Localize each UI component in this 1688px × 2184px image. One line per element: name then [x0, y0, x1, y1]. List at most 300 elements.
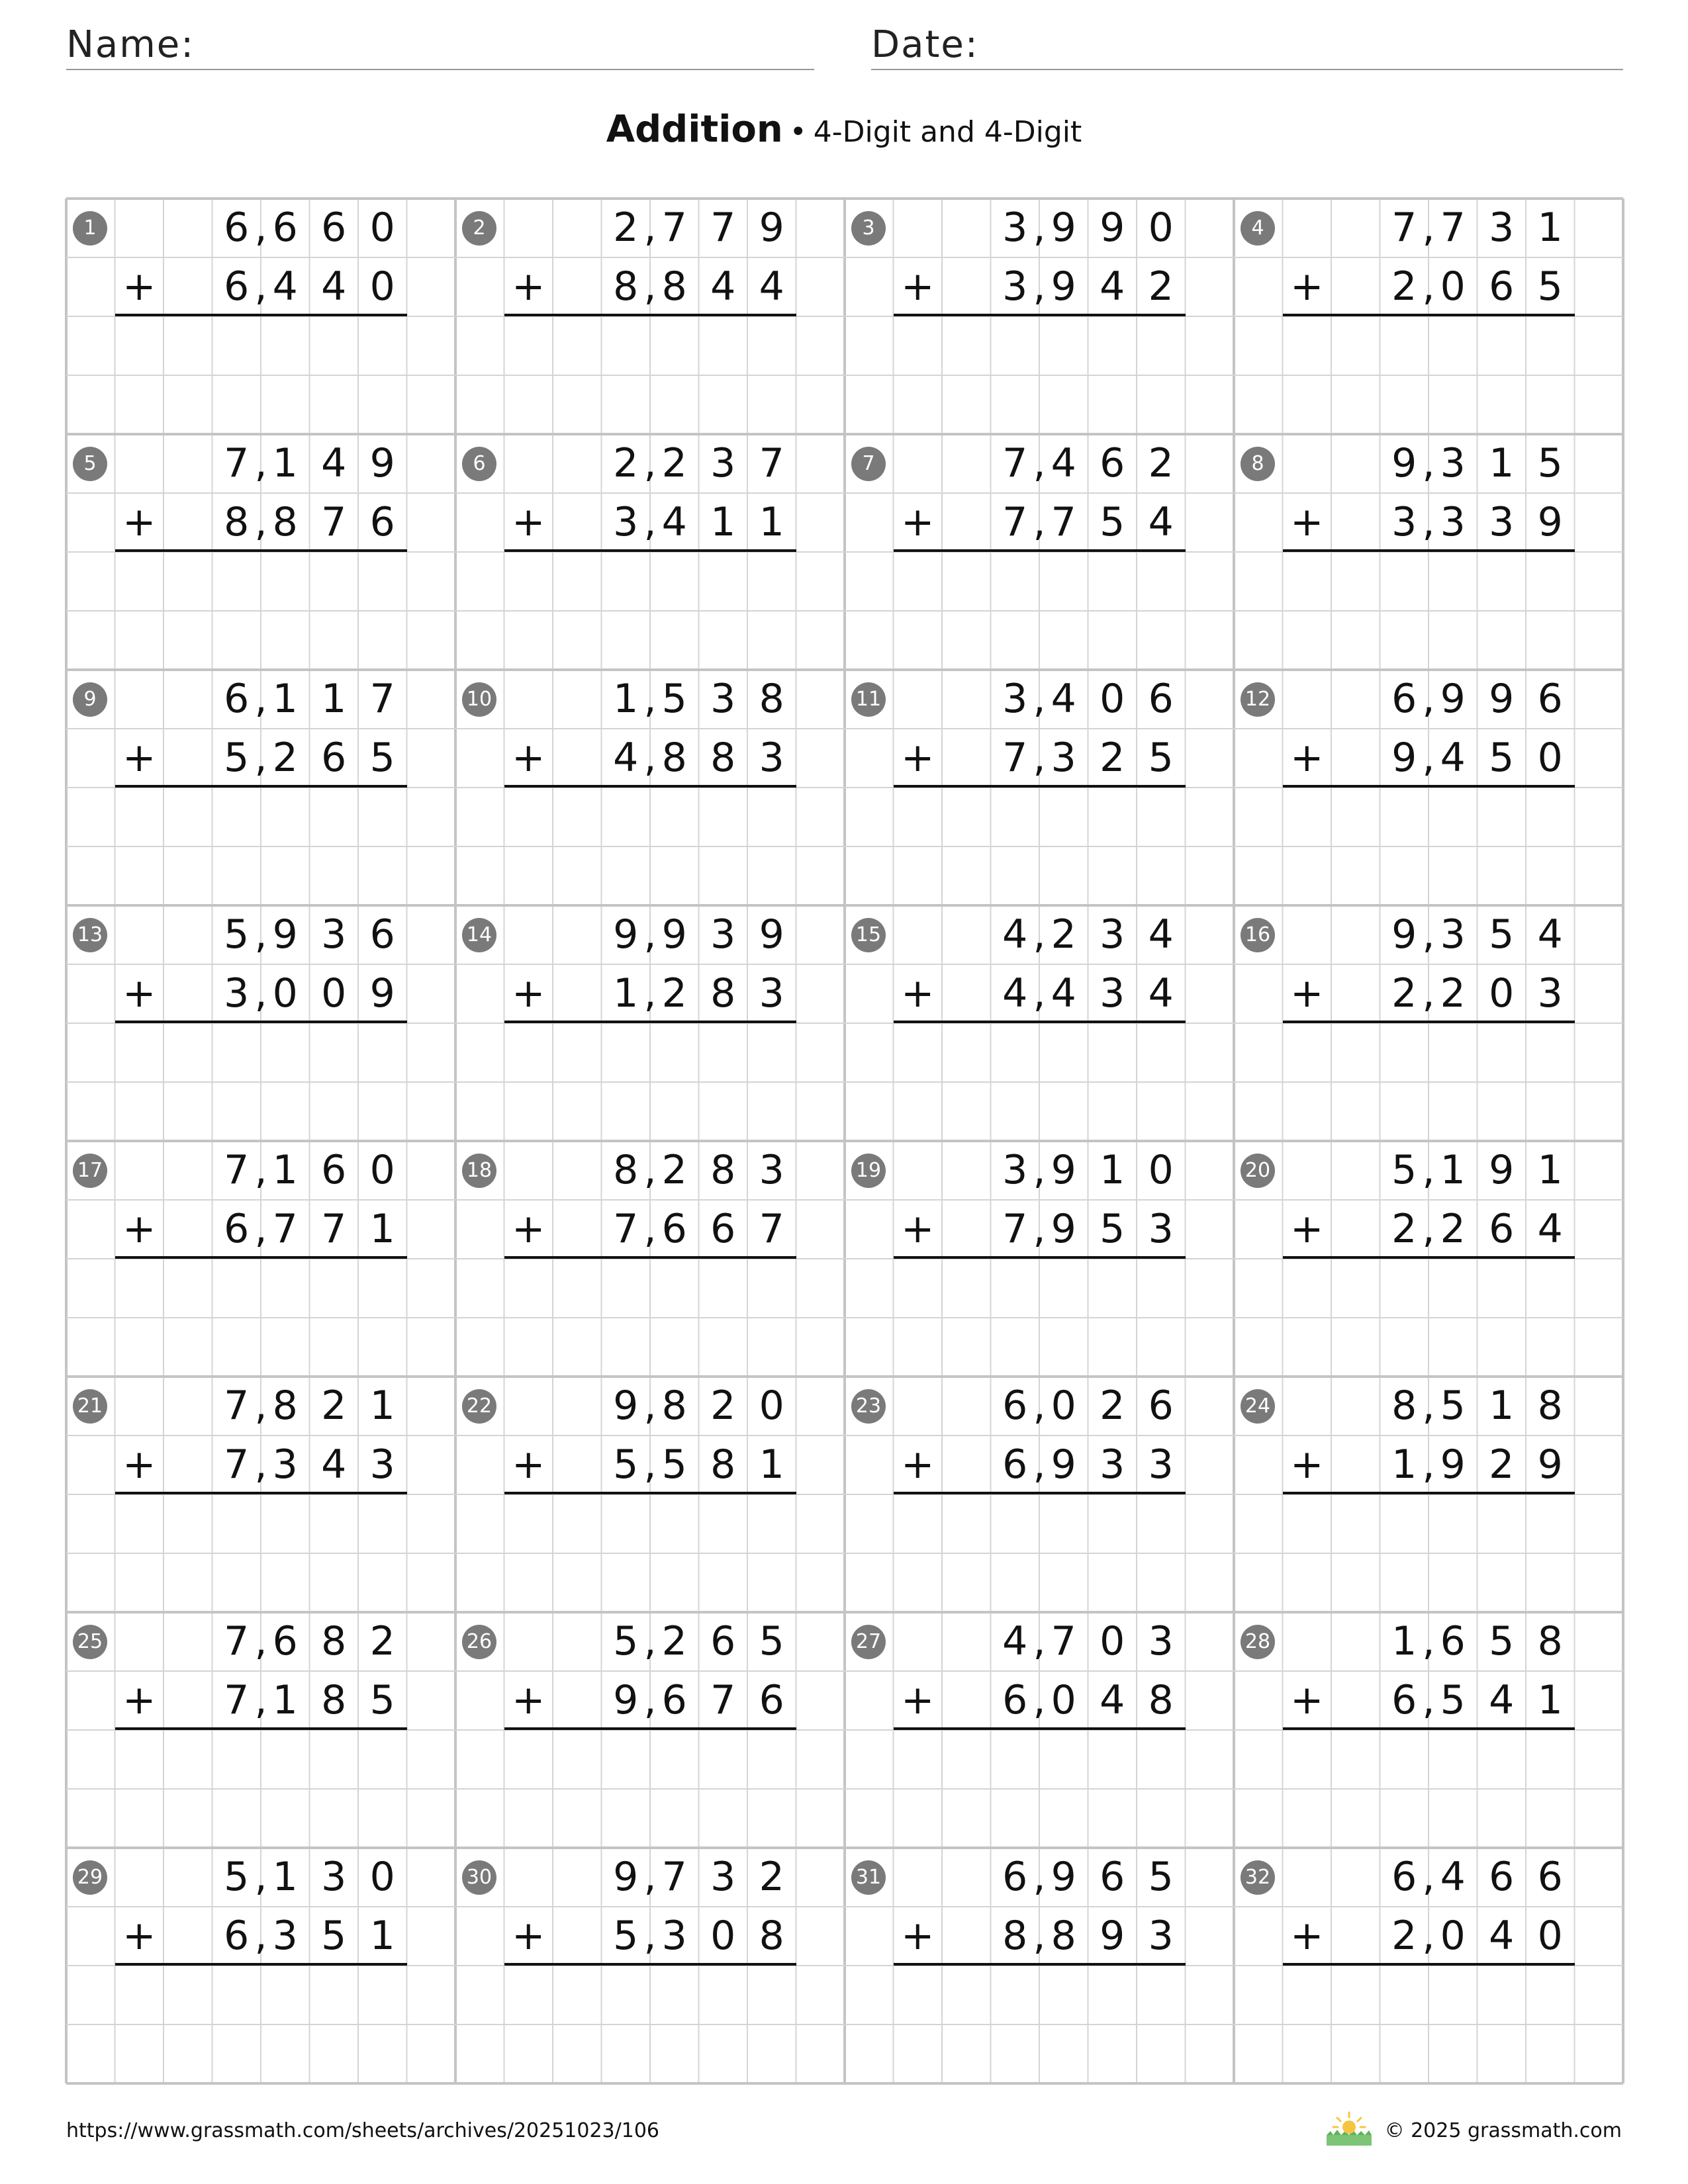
- addition-problem[interactable]: [455, 434, 845, 670]
- top-addend: [1234, 1848, 1623, 1907]
- addition-problem[interactable]: [66, 905, 455, 1141]
- digit: 3: [1100, 911, 1125, 958]
- top-addend: [66, 1377, 455, 1435]
- digit: 6: [710, 1206, 736, 1252]
- sun-over-grass-icon: [1325, 2110, 1373, 2147]
- sum-line: [115, 785, 407, 788]
- comma: ,: [1422, 1206, 1435, 1252]
- comma: ,: [1033, 1854, 1046, 1900]
- top-addend: [66, 1141, 455, 1200]
- digit: 7: [369, 676, 395, 722]
- plus-sign: +: [1290, 1677, 1324, 1723]
- digit: 4: [1148, 970, 1174, 1017]
- top-addend: [455, 199, 845, 257]
- digit: 7: [661, 1854, 687, 1900]
- digit: 8: [1391, 1383, 1417, 1429]
- plus-sign: +: [122, 1441, 156, 1488]
- digit: 3: [613, 499, 639, 545]
- sum-line: [1283, 1727, 1575, 1730]
- comma: ,: [643, 970, 657, 1017]
- digit: 1: [1489, 1383, 1515, 1429]
- digit: 3: [1002, 263, 1028, 310]
- comma: ,: [643, 1206, 657, 1252]
- top-addend: [66, 905, 455, 964]
- digit: 7: [321, 499, 347, 545]
- digit: 6: [1537, 1854, 1563, 1900]
- comma: ,: [1033, 440, 1046, 486]
- sum-line: [894, 1021, 1186, 1023]
- digit: 3: [710, 911, 736, 958]
- comma: ,: [643, 499, 657, 545]
- digit: 5: [369, 735, 395, 781]
- addition-problem[interactable]: [455, 1612, 845, 1848]
- plus-sign: +: [901, 1441, 935, 1488]
- digit: 2: [321, 1383, 347, 1429]
- top-addend: [66, 1848, 455, 1907]
- digit: 0: [1051, 1383, 1076, 1429]
- digit: 5: [224, 735, 250, 781]
- digit: 6: [1489, 1206, 1515, 1252]
- problem-number-badge: 20: [1241, 1154, 1275, 1188]
- digit: 2: [1391, 970, 1417, 1017]
- digit: 3: [1440, 911, 1466, 958]
- top-addend: [455, 1141, 845, 1200]
- comma: ,: [254, 1913, 267, 1959]
- plus-sign: +: [1290, 1913, 1324, 1959]
- digit: 6: [1100, 1854, 1125, 1900]
- addition-problem[interactable]: [66, 1377, 455, 1612]
- digit: 9: [1391, 735, 1417, 781]
- digit: 7: [661, 205, 687, 251]
- digit: 8: [224, 499, 250, 545]
- problem-number-badge: 24: [1241, 1389, 1275, 1424]
- sum-line: [1283, 1492, 1575, 1494]
- digit: 5: [1489, 911, 1515, 958]
- addition-problem[interactable]: [66, 670, 455, 905]
- digit: 1: [1100, 1147, 1125, 1193]
- footer-url: https://www.grassmath.com/sheets/archives/20251023/106: [66, 2119, 660, 2142]
- digit: 0: [710, 1913, 736, 1959]
- comma: ,: [1033, 735, 1046, 781]
- digit: 3: [272, 1913, 298, 1959]
- addition-problem[interactable]: [455, 905, 845, 1141]
- digit: 4: [321, 1441, 347, 1488]
- digit: 1: [1489, 440, 1515, 486]
- digit: 6: [272, 1618, 298, 1664]
- digit: 9: [759, 911, 784, 958]
- digit: 5: [613, 1441, 639, 1488]
- digit: 5: [321, 1913, 347, 1959]
- sum-line: [504, 1256, 796, 1259]
- problem-number-badge: 21: [73, 1389, 107, 1424]
- comma: ,: [643, 1147, 657, 1193]
- digit: 4: [1489, 1913, 1515, 1959]
- digit: 3: [369, 1441, 395, 1488]
- top-addend: [1234, 434, 1623, 493]
- comma: ,: [254, 1441, 267, 1488]
- problem-number-badge: 7: [851, 447, 886, 481]
- title-main: Addition: [606, 108, 783, 151]
- digit: 9: [1051, 263, 1076, 310]
- digit: 8: [1002, 1913, 1028, 1959]
- digit: 3: [1002, 676, 1028, 722]
- addition-problem[interactable]: [845, 1377, 1234, 1612]
- date-label: Date:: [871, 23, 979, 66]
- digit: 0: [369, 263, 395, 310]
- digit: 2: [613, 205, 639, 251]
- addition-problem[interactable]: [1234, 1141, 1623, 1377]
- top-addend: [1234, 1141, 1623, 1200]
- addition-problem[interactable]: [455, 1848, 845, 2083]
- digit: 7: [710, 1677, 736, 1723]
- digit: 6: [224, 263, 250, 310]
- addition-problem[interactable]: [66, 199, 455, 434]
- top-addend: [845, 1612, 1234, 1671]
- digit: 7: [224, 440, 250, 486]
- digit: 0: [1440, 263, 1466, 310]
- digit: 1: [759, 1441, 784, 1488]
- sum-line: [894, 314, 1186, 316]
- top-addend: [845, 1377, 1234, 1435]
- digit: 6: [1440, 1618, 1466, 1664]
- digit: 7: [1391, 205, 1417, 251]
- sum-line: [504, 1021, 796, 1023]
- plus-sign: +: [122, 499, 156, 545]
- addition-problem[interactable]: [455, 1377, 845, 1612]
- sum-line: [894, 785, 1186, 788]
- digit: 1: [1537, 1677, 1563, 1723]
- digit: 6: [1537, 676, 1563, 722]
- comma: ,: [254, 911, 267, 958]
- addition-problem[interactable]: [845, 1848, 1234, 2083]
- digit: 0: [369, 205, 395, 251]
- digit: 3: [1148, 1206, 1174, 1252]
- addition-problem[interactable]: [455, 199, 845, 434]
- addition-problem[interactable]: [1234, 434, 1623, 670]
- digit: 6: [710, 1618, 736, 1664]
- digit: 1: [369, 1206, 395, 1252]
- addition-problem[interactable]: [1234, 199, 1623, 434]
- comma: ,: [643, 735, 657, 781]
- addition-problem[interactable]: [845, 434, 1234, 670]
- digit: 9: [1100, 1913, 1125, 1959]
- comma: ,: [1033, 499, 1046, 545]
- digit: 9: [1440, 676, 1466, 722]
- comma: ,: [254, 499, 267, 545]
- digit: 9: [369, 970, 395, 1017]
- problem-number-badge: 14: [462, 918, 496, 952]
- name-label: Name:: [66, 23, 195, 66]
- digit: 1: [1537, 205, 1563, 251]
- digit: 7: [272, 1206, 298, 1252]
- digit: 4: [1051, 440, 1076, 486]
- digit: 6: [224, 1206, 250, 1252]
- comma: ,: [1422, 205, 1435, 251]
- digit: 7: [1002, 735, 1028, 781]
- digit: 4: [1537, 1206, 1563, 1252]
- sum-line: [115, 1492, 407, 1494]
- digit: 0: [1100, 1618, 1125, 1664]
- digit: 5: [661, 676, 687, 722]
- problem-number-badge: 25: [73, 1625, 107, 1659]
- digit: 3: [1100, 970, 1125, 1017]
- addition-problem[interactable]: [1234, 670, 1623, 905]
- digit: 3: [1002, 205, 1028, 251]
- digit: 9: [1537, 499, 1563, 545]
- digit: 9: [272, 911, 298, 958]
- digit: 6: [1489, 1854, 1515, 1900]
- problem-number-badge: 13: [73, 918, 107, 952]
- digit: 1: [321, 676, 347, 722]
- sum-line: [115, 314, 407, 316]
- comma: ,: [1033, 1206, 1046, 1252]
- digit: 4: [1148, 911, 1174, 958]
- comma: ,: [1033, 1618, 1046, 1664]
- digit: 1: [272, 1147, 298, 1193]
- digit: 2: [661, 440, 687, 486]
- sum-line: [504, 549, 796, 552]
- plus-sign: +: [512, 499, 545, 545]
- addition-problem[interactable]: [66, 1848, 455, 2083]
- digit: 5: [1148, 1854, 1174, 1900]
- digit: 3: [1440, 499, 1466, 545]
- addition-problem[interactable]: [845, 199, 1234, 434]
- top-addend: [66, 1612, 455, 1671]
- digit: 3: [661, 1913, 687, 1959]
- digit: 7: [224, 1147, 250, 1193]
- top-addend: [455, 1612, 845, 1671]
- digit: 1: [369, 1383, 395, 1429]
- comma: ,: [643, 1913, 657, 1959]
- comma: ,: [254, 1147, 267, 1193]
- plus-sign: +: [512, 263, 545, 310]
- top-addend: [66, 670, 455, 729]
- digit: 1: [272, 440, 298, 486]
- digit: 9: [661, 911, 687, 958]
- addition-problem[interactable]: [845, 1612, 1234, 1848]
- plus-sign: +: [901, 1677, 935, 1723]
- sum-line: [115, 1021, 407, 1023]
- comma: ,: [254, 970, 267, 1017]
- problem-number-badge: 18: [462, 1154, 496, 1188]
- plus-sign: +: [122, 263, 156, 310]
- top-addend: [455, 1377, 845, 1435]
- sum-line: [894, 549, 1186, 552]
- digit: 9: [1051, 1206, 1076, 1252]
- comma: ,: [1033, 1147, 1046, 1193]
- digit: 7: [1002, 440, 1028, 486]
- digit: 7: [613, 1206, 639, 1252]
- comma: ,: [254, 1206, 267, 1252]
- digit: 5: [1440, 1677, 1466, 1723]
- digit: 5: [1440, 1383, 1466, 1429]
- top-addend: [1234, 670, 1623, 729]
- digit: 0: [1051, 1677, 1076, 1723]
- comma: ,: [1033, 1383, 1046, 1429]
- comma: ,: [1033, 205, 1046, 251]
- digit: 9: [613, 1383, 639, 1429]
- plus-sign: +: [512, 970, 545, 1017]
- problem-number-badge: 8: [1241, 447, 1275, 481]
- comma: ,: [254, 263, 267, 310]
- digit: 9: [1489, 676, 1515, 722]
- digit: 5: [224, 911, 250, 958]
- problem-number-badge: 1: [73, 211, 107, 246]
- sum-line: [504, 314, 796, 316]
- comma: ,: [1422, 1854, 1435, 1900]
- plus-sign: +: [1290, 970, 1324, 1017]
- digit: 1: [710, 499, 736, 545]
- addition-problem[interactable]: [1234, 905, 1623, 1141]
- plus-sign: +: [122, 735, 156, 781]
- addition-problem[interactable]: [1234, 1612, 1623, 1848]
- digit: 3: [224, 970, 250, 1017]
- digit: 4: [613, 735, 639, 781]
- digit: 8: [661, 1383, 687, 1429]
- plus-sign: +: [1290, 1206, 1324, 1252]
- plus-sign: +: [901, 263, 935, 310]
- digit: 2: [710, 1383, 736, 1429]
- plus-sign: +: [512, 735, 545, 781]
- top-addend: [1234, 1377, 1623, 1435]
- comma: ,: [254, 735, 267, 781]
- comma: ,: [1422, 735, 1435, 781]
- comma: ,: [1033, 1441, 1046, 1488]
- problem-number-badge: 2: [462, 211, 496, 246]
- sum-line: [115, 1256, 407, 1259]
- digit: 1: [1391, 1441, 1417, 1488]
- digit: 3: [1148, 1441, 1174, 1488]
- digit: 2: [1148, 440, 1174, 486]
- digit: 9: [1537, 1441, 1563, 1488]
- comma: ,: [254, 1854, 267, 1900]
- digit: 3: [710, 1854, 736, 1900]
- problem-number-badge: 17: [73, 1154, 107, 1188]
- sum-line: [115, 1727, 407, 1730]
- digit: 4: [1002, 911, 1028, 958]
- digit: 3: [759, 1147, 784, 1193]
- digit: 6: [1391, 1677, 1417, 1723]
- digit: 6: [272, 205, 298, 251]
- top-addend: [455, 670, 845, 729]
- digit: 9: [613, 1677, 639, 1723]
- addition-problem[interactable]: [845, 1141, 1234, 1377]
- problem-number-badge: 16: [1241, 918, 1275, 952]
- addition-problem[interactable]: [1234, 1848, 1623, 2083]
- sum-line: [1283, 785, 1575, 788]
- top-addend: [1234, 199, 1623, 257]
- sum-line: [1283, 314, 1575, 316]
- digit: 0: [1148, 205, 1174, 251]
- comma: ,: [1422, 499, 1435, 545]
- digit: 8: [661, 263, 687, 310]
- digit: 1: [369, 1913, 395, 1959]
- digit: 2: [661, 970, 687, 1017]
- addition-problem[interactable]: [1234, 1377, 1623, 1612]
- problem-number-badge: 4: [1241, 211, 1275, 246]
- digit: 1: [272, 1677, 298, 1723]
- addition-problem[interactable]: [845, 670, 1234, 905]
- digit: 2: [1148, 263, 1174, 310]
- digit: 9: [369, 440, 395, 486]
- digit: 4: [1489, 1677, 1515, 1723]
- plus-sign: +: [512, 1206, 545, 1252]
- digit: 2: [1100, 1383, 1125, 1429]
- problem-number-badge: 5: [73, 447, 107, 481]
- comma: ,: [643, 1441, 657, 1488]
- digit: 8: [759, 1913, 784, 1959]
- digit: 9: [759, 205, 784, 251]
- digit: 1: [613, 970, 639, 1017]
- addition-problem[interactable]: [455, 1141, 845, 1377]
- digit: 2: [1391, 1206, 1417, 1252]
- comma: ,: [1422, 676, 1435, 722]
- digit: 1: [1440, 1147, 1466, 1193]
- comma: ,: [254, 1618, 267, 1664]
- digit: 9: [1489, 1147, 1515, 1193]
- digit: 3: [1489, 499, 1515, 545]
- top-addend: [845, 1848, 1234, 1907]
- digit: 5: [1148, 735, 1174, 781]
- plus-sign: +: [1290, 1441, 1324, 1488]
- addition-problem[interactable]: [66, 434, 455, 670]
- digit: 6: [1391, 676, 1417, 722]
- top-addend: [455, 434, 845, 493]
- comma: ,: [643, 1383, 657, 1429]
- digit: 2: [1440, 1206, 1466, 1252]
- digit: 4: [1537, 911, 1563, 958]
- digit: 7: [759, 1206, 784, 1252]
- problem-number-badge: 30: [462, 1860, 496, 1895]
- digit: 0: [1537, 735, 1563, 781]
- digit: 4: [1051, 676, 1076, 722]
- comma: ,: [643, 205, 657, 251]
- digit: 8: [272, 1383, 298, 1429]
- digit: 4: [1002, 1618, 1028, 1664]
- top-addend: [455, 1848, 845, 1907]
- sum-line: [115, 1963, 407, 1966]
- digit: 0: [759, 1383, 784, 1429]
- addition-problem[interactable]: [845, 905, 1234, 1141]
- digit: 6: [321, 735, 347, 781]
- problem-number-badge: 27: [851, 1625, 886, 1659]
- top-addend: [845, 670, 1234, 729]
- digit: 5: [1489, 1618, 1515, 1664]
- comma: ,: [254, 676, 267, 722]
- problem-number-badge: 22: [462, 1389, 496, 1424]
- digit: 6: [1148, 1383, 1174, 1429]
- problem-number-badge: 23: [851, 1389, 886, 1424]
- comma: ,: [1422, 970, 1435, 1017]
- top-addend: [66, 199, 455, 257]
- problem-number-badge: 28: [1241, 1625, 1275, 1659]
- comma: ,: [1422, 1441, 1435, 1488]
- digit: 2: [1440, 970, 1466, 1017]
- addition-problem[interactable]: [455, 670, 845, 905]
- digit: 0: [1489, 970, 1515, 1017]
- digit: 2: [661, 1618, 687, 1664]
- addition-problem[interactable]: [66, 1141, 455, 1377]
- comma: ,: [1422, 440, 1435, 486]
- digit: 1: [272, 676, 298, 722]
- addition-problem[interactable]: [66, 1612, 455, 1848]
- digit: 8: [1537, 1383, 1563, 1429]
- plus-sign: +: [901, 499, 935, 545]
- digit: 6: [1002, 1383, 1028, 1429]
- digit: 3: [1051, 735, 1076, 781]
- digit: 1: [1391, 1618, 1417, 1664]
- digit: 3: [1537, 970, 1563, 1017]
